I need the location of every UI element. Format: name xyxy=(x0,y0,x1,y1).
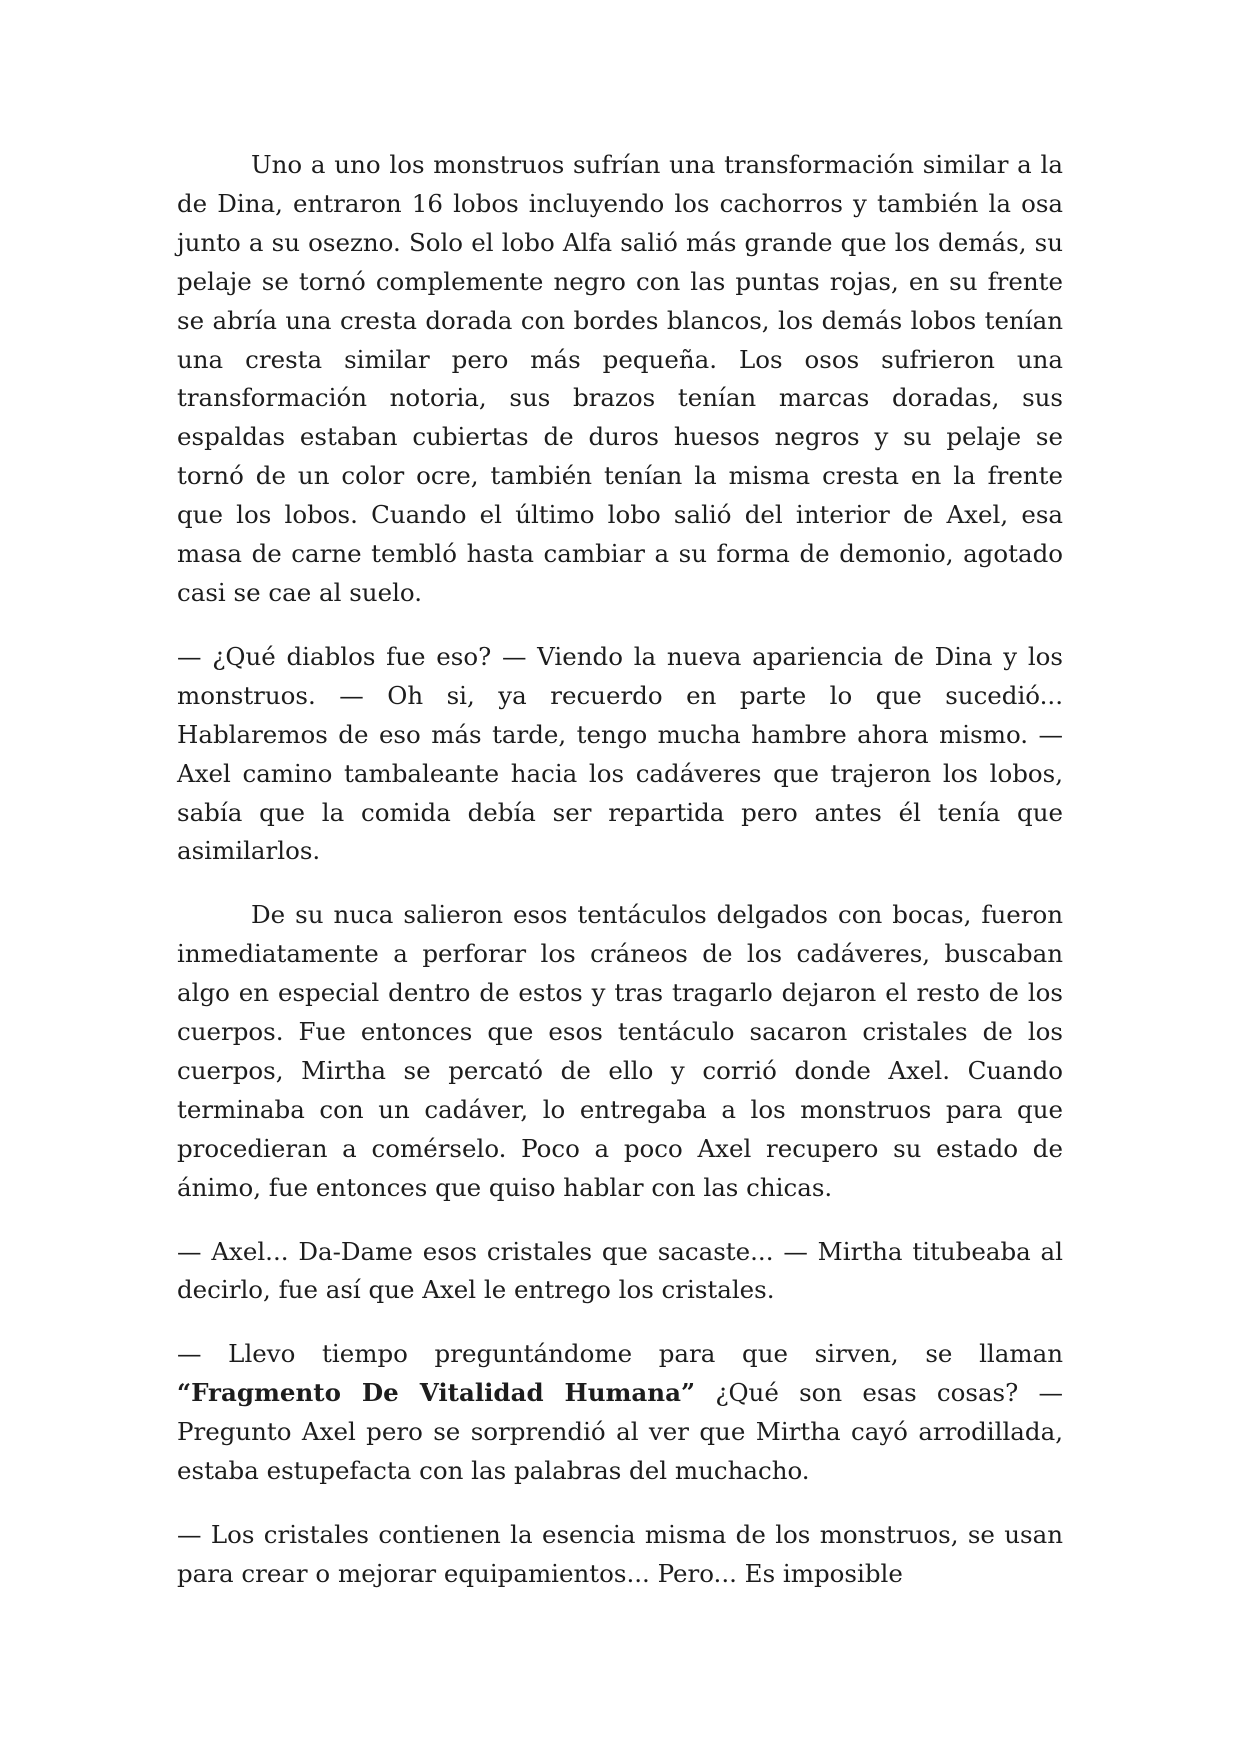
paragraph-1: Uno a uno los monstruos sufrían una transformación similar a la de Dina, entraron 16 lobos incluyendo los cachorros y también la osa junto a su osezno. Solo el lobo Alfa salió más grande que los demás, su pelaje se tornó complemente negro con las puntas rojas, en su frente se abría una cresta dorada con bordes blancos, los demás lobos tenían una cresta similar pero más pequeña. Los osos sufrieron una transformación notoria, sus brazos tenían marcas doradas, sus espaldas estaban cubiertas de duros huesos negros y su pelaje se tornó de un color ocre, también tenían la misma cresta en la frente que los lobos. Cuando el último lobo salió del interior de Axel, esa masa de carne tembló hasta cambiar a su forma de demonio, agotado casi se cae al suelo. xyxy=(177,150,1063,607)
paragraph-4: — Axel... Da-Dame esos cristales que sacaste... — Mirtha titubeaba al decirlo, fue así que Axel le entrego los cristales. xyxy=(177,1236,1063,1305)
paragraph-3: De su nuca salieron esos tentáculos delgados con bocas, fueron inmediatamente a perforar los cráneos de los cadáveres, buscaban algo en especial dentro de estos y tras tragarlo dejaron el resto de los cuerpos. Fue entonces que esos tentáculo sacaron cristales de los cuerpos, Mirtha se percató de ello y corrió donde Axel. Cuando terminaba con un cadáver, lo entregaba a los monstruos para que procedieran a comérselo. Poco a poco Axel recupero su estado de ánimo, fue entonces que quiso hablar con las chicas. xyxy=(177,900,1063,1202)
paragraph-6: — Los cristales contienen la esencia misma de los monstruos, se usan para crear o mejorar equipamientos... Pero... Es imposible xyxy=(177,1520,1063,1588)
bold-phrase: “Fragmento De Vitalidad Humana” xyxy=(177,1378,696,1408)
paragraph-5-start: — Llevo tiempo preguntándome para que sirven, se llaman xyxy=(177,1339,1063,1369)
document-page xyxy=(177,146,1063,1594)
paragraph-5-end: ¿Qué son esas cosas? — Pregunto Axel pero se sorprendió al ver que Mirtha cayó arrodillada, estaba estupefacta con las palabras del muchacho. xyxy=(177,1378,1063,1486)
paragraph-5 xyxy=(177,1335,1063,1491)
paragraph-2: — ¿Qué diablos fue eso? — Viendo la nueva apariencia de Dina y los monstruos. — Oh si, ya recuerdo en parte lo que sucedió... Hablaremos de eso más tarde, tengo mucha hambre ahora mismo. — Axel camino tambaleante hacia los cadáveres que trajeron los lobos, sabía que la comida debía ser repartida pero antes él tenía que asimilarlos. xyxy=(177,641,1063,866)
